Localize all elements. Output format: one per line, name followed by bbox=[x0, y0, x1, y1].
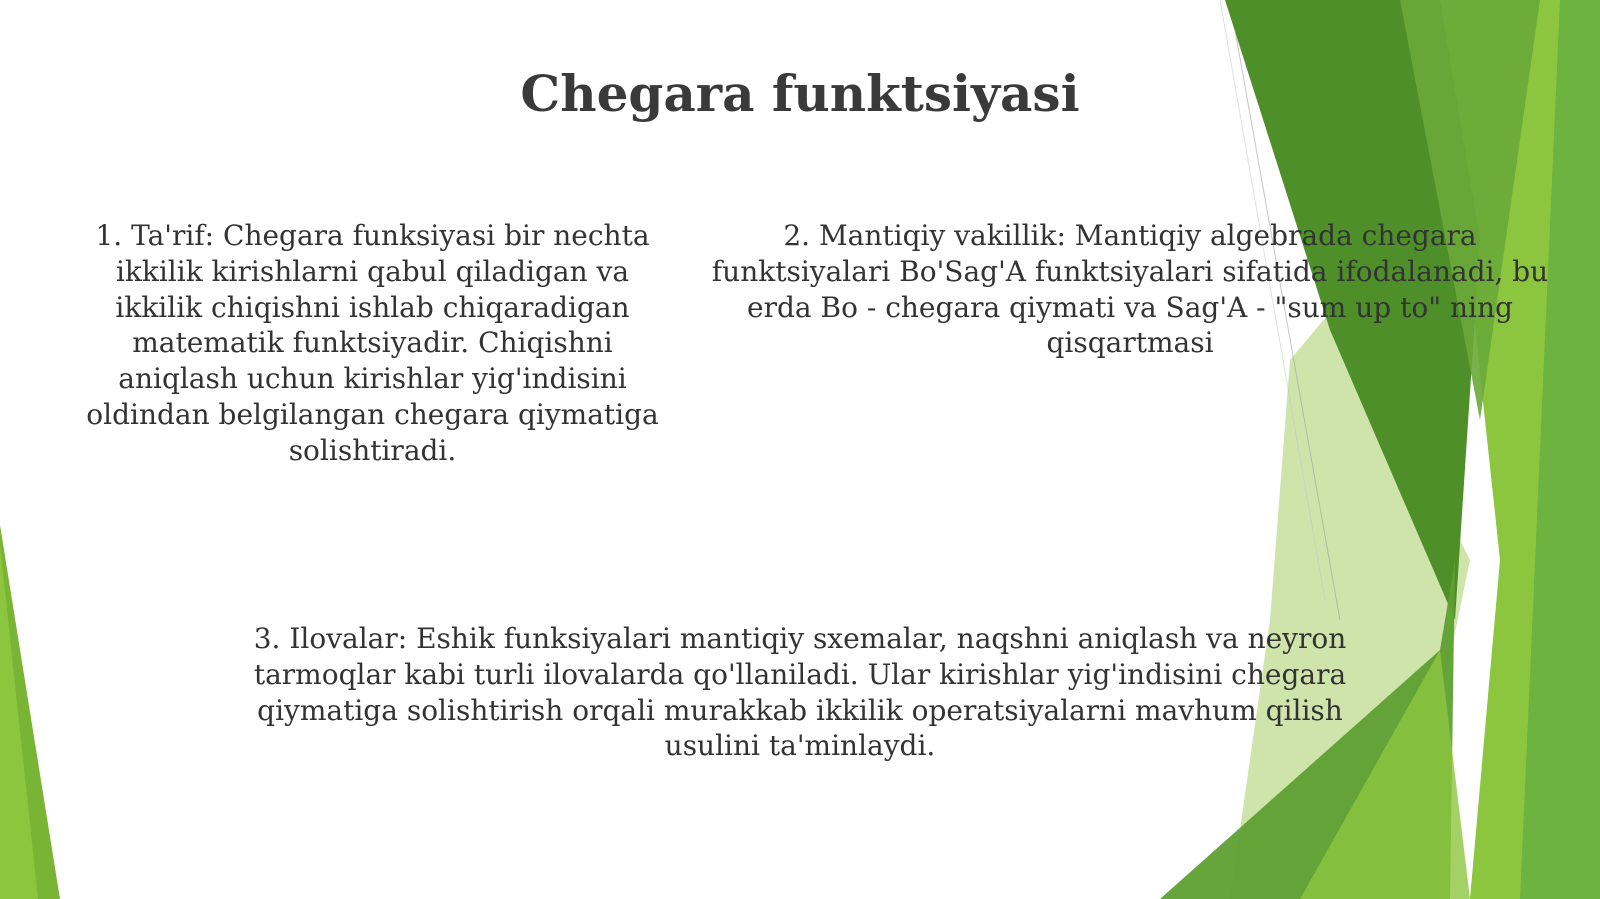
paragraph-logical-representation: 2. Mantiqiy vakillik: Mantiqiy algebrada chegara funktsiyalari Bo'Sag'A funktsiyalari sifatida ifodalanadi, bu erda Bo - chegara qiymati va Sag'A - "sum up to" ning qisqartmasi bbox=[711, 219, 1549, 360]
paragraph-definition: 1. Ta'rif: Chegara funksiyasi bir nechta ikkilik kirishlarni qabul qiladigan va ikkilik chiqishni ishlab chiqaradigan matematik funktsiyadir. Chiqishni aniqlash uchun kirishlar yig'indisini oldindan belgilangan chegara qiymatiga solishtiradi. bbox=[86, 219, 659, 467]
paragraph-applications: 3. Ilovalar: Eshik funksiyalari mantiqiy sxemalar, naqshni aniqlash va neyron tarmoqlar kabi turli ilovalarda qo'llaniladi. Ular kirishlar yig'indisini chegara qiymatiga solishtirish orqali murakkab ikkilik operatsiyalarni mavhum qilish usulini ta'minlaydi. bbox=[253, 622, 1347, 763]
slide-title: Chegara funktsiyasi bbox=[520, 64, 1080, 123]
